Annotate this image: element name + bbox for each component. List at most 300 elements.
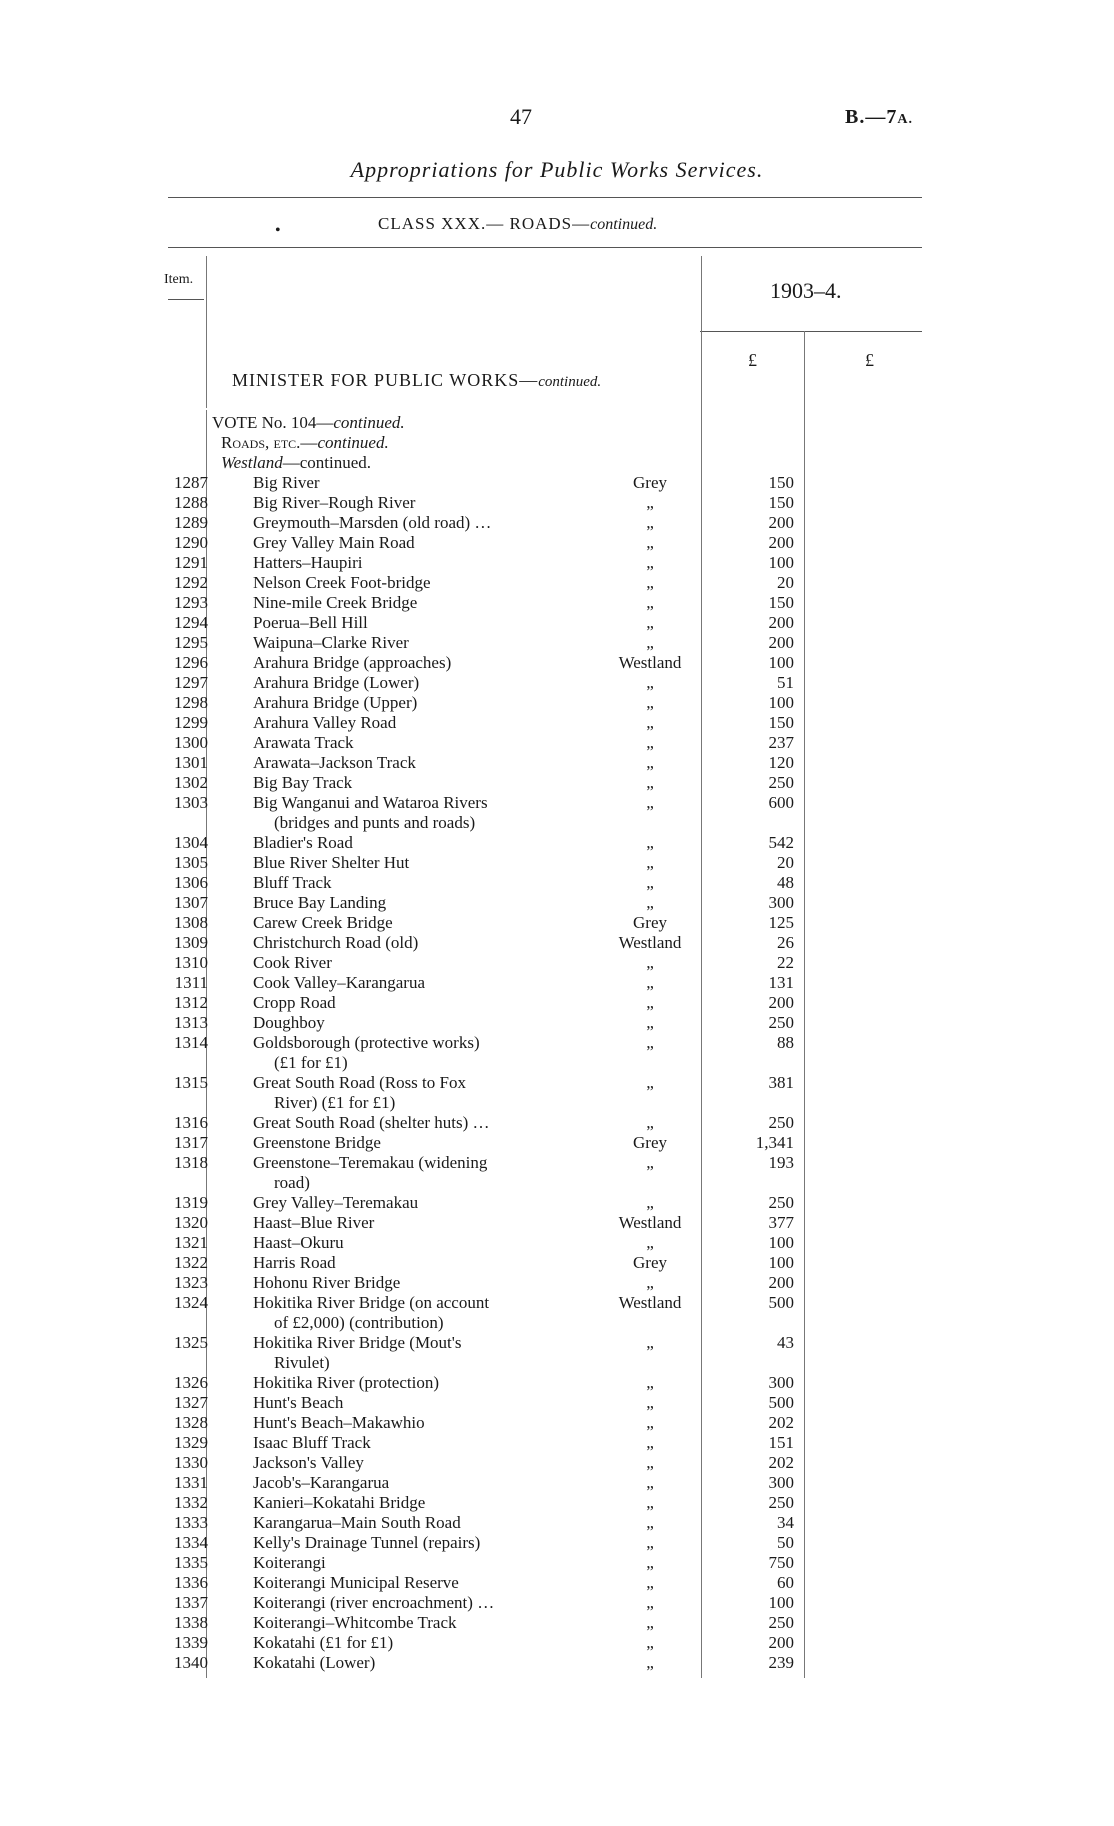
item-district: „	[646, 793, 654, 812]
item-amount: 100	[768, 1253, 794, 1272]
item-district: „	[646, 633, 654, 652]
item-name: Big River	[253, 473, 320, 492]
item-amount: 300	[768, 1373, 794, 1392]
item-district: „	[646, 1533, 654, 1552]
item-name: Doughboy	[253, 1013, 325, 1032]
item-row	[0, 713, 1114, 733]
item-district: „	[646, 1633, 654, 1652]
item-amount: 300	[768, 1473, 794, 1492]
item-row	[0, 933, 1114, 953]
vote-heading	[212, 413, 405, 433]
item-number: 1306	[174, 873, 208, 892]
item-district: Westland	[618, 1213, 682, 1232]
item-row	[0, 673, 1114, 693]
item-row	[0, 1653, 1114, 1673]
item-number: 1296	[174, 653, 208, 672]
page-title: Appropriations for Public Works Services.	[350, 157, 764, 182]
item-number: 1317	[174, 1133, 208, 1152]
item-amount: 150	[768, 713, 794, 732]
item-row	[0, 893, 1114, 913]
item-row	[0, 533, 1114, 553]
region-continued: —continued.	[282, 453, 372, 472]
item-amount: 377	[768, 1213, 794, 1232]
item-number: 1327	[174, 1393, 208, 1412]
item-row	[0, 1593, 1114, 1613]
item-amount: 250	[768, 1613, 794, 1632]
item-district: Grey	[633, 913, 667, 932]
item-district: „	[646, 1333, 654, 1352]
item-number: 1335	[174, 1553, 208, 1572]
item-row	[0, 993, 1114, 1013]
item-number: 1303	[174, 793, 208, 812]
item-amount: 500	[768, 1293, 794, 1312]
item-row	[0, 613, 1114, 633]
item-row	[0, 1473, 1114, 1493]
doc-ref-suffix: A.	[897, 112, 913, 127]
item-name-continued: (bridges and punts and roads)	[274, 813, 476, 832]
item-number: 1322	[174, 1253, 208, 1272]
item-name: Blue River Shelter Hut	[253, 853, 410, 872]
item-amount: 150	[768, 593, 794, 612]
item-name: Koiterangi–Whitcombe Track	[253, 1613, 457, 1632]
item-district: „	[646, 993, 654, 1012]
item-number: 1323	[174, 1273, 208, 1292]
item-amount: 750	[768, 1553, 794, 1572]
item-name: Greymouth–Marsden (old road) …	[253, 513, 492, 532]
item-number: 1316	[174, 1113, 208, 1132]
item-row	[0, 1513, 1114, 1533]
item-district: „	[646, 833, 654, 852]
item-name: Bruce Bay Landing	[253, 893, 387, 912]
item-row	[0, 513, 1114, 533]
item-number: 1308	[174, 913, 208, 932]
item-amount: 50	[777, 1533, 794, 1552]
item-name: Hohonu River Bridge	[253, 1273, 401, 1292]
item-name: Bluff Track	[253, 873, 332, 892]
item-amount: 381	[768, 1073, 794, 1092]
item-row	[0, 593, 1114, 613]
column-rule	[206, 256, 207, 408]
item-row	[0, 1373, 1114, 1393]
item-district: „	[646, 1493, 654, 1512]
item-row	[0, 873, 1114, 893]
item-number: 1290	[174, 533, 208, 552]
item-name: Harris Road	[253, 1253, 336, 1272]
page-number: 47	[510, 104, 532, 129]
vote-continued: continued.	[333, 413, 405, 432]
item-name-continued: River) (£1 for £1)	[274, 1093, 396, 1112]
item-row	[0, 853, 1114, 873]
class-heading-continued: continued.	[590, 216, 658, 233]
item-district: „	[646, 1473, 654, 1492]
item-row	[0, 1633, 1114, 1653]
item-name: Arawata–Jackson Track	[253, 753, 416, 772]
item-amount: 20	[777, 853, 794, 872]
item-district: „	[646, 713, 654, 732]
item-row	[0, 553, 1114, 573]
item-row	[0, 573, 1114, 593]
item-row	[0, 1193, 1114, 1213]
item-name: Nelson Creek Foot-bridge	[253, 573, 431, 592]
divider	[168, 247, 922, 248]
item-amount: 1,341	[755, 1133, 794, 1152]
item-number: 1328	[174, 1413, 208, 1432]
item-district: „	[646, 873, 654, 892]
minister-continued: continued.	[538, 374, 602, 390]
item-name: Isaac Bluff Track	[253, 1433, 371, 1452]
item-number: 1326	[174, 1373, 208, 1392]
item-number: 1287	[174, 473, 208, 492]
item-name: Kelly's Drainage Tunnel (repairs)	[253, 1533, 481, 1552]
item-row	[0, 953, 1114, 973]
item-row	[0, 493, 1114, 513]
item-amount: 100	[768, 1233, 794, 1252]
item-district: „	[646, 1073, 654, 1092]
item-number: 1340	[174, 1653, 208, 1672]
item-name: Kokatahi (Lower)	[253, 1653, 376, 1672]
item-district: „	[646, 1453, 654, 1472]
item-number: 1295	[174, 633, 208, 652]
item-name: Great South Road (shelter huts) …	[253, 1113, 490, 1132]
item-row	[0, 1033, 1114, 1072]
item-number: 1336	[174, 1573, 208, 1592]
item-district: „	[646, 573, 654, 592]
item-district: „	[646, 853, 654, 872]
item-number: 1319	[174, 1193, 208, 1212]
item-district: „	[646, 1193, 654, 1212]
item-district: „	[646, 673, 654, 692]
item-row	[0, 1073, 1114, 1112]
item-row	[0, 1013, 1114, 1033]
item-name-continued: (£1 for £1)	[274, 1053, 348, 1072]
item-amount: 542	[768, 833, 794, 852]
item-number: 1302	[174, 773, 208, 792]
pound-column-header: £	[865, 350, 874, 370]
item-amount: 100	[768, 653, 794, 672]
item-row	[0, 653, 1114, 673]
item-row	[0, 793, 1114, 832]
item-number: 1324	[174, 1293, 208, 1312]
item-number: 1292	[174, 573, 208, 592]
item-district: Westland	[618, 653, 682, 672]
item-amount: 250	[768, 1013, 794, 1032]
item-number: 1338	[174, 1613, 208, 1632]
item-row	[0, 693, 1114, 713]
item-amount: 202	[768, 1413, 794, 1432]
item-number: 1318	[174, 1153, 208, 1172]
item-number: 1289	[174, 513, 208, 532]
item-name: Waipuna–Clarke River	[253, 633, 409, 652]
item-row	[0, 773, 1114, 793]
item-amount: 100	[768, 693, 794, 712]
item-name: Grey Valley–Teremakau	[253, 1193, 419, 1212]
item-district: „	[646, 1113, 654, 1132]
item-name: Arahura Bridge (approaches)	[253, 653, 452, 672]
item-district: „	[646, 1573, 654, 1592]
item-row	[0, 1613, 1114, 1633]
item-name: Big River–Rough River	[253, 493, 416, 512]
item-number: 1298	[174, 693, 208, 712]
item-district: „	[646, 773, 654, 792]
item-number: 1288	[174, 493, 208, 512]
item-amount: 151	[768, 1433, 794, 1452]
class-heading	[378, 214, 657, 234]
item-row	[0, 633, 1114, 653]
item-number: 1291	[174, 553, 208, 572]
item-number: 1321	[174, 1233, 208, 1252]
item-amount: 200	[768, 993, 794, 1012]
item-amount: 500	[768, 1393, 794, 1412]
item-row	[0, 1433, 1114, 1453]
item-row	[0, 1533, 1114, 1553]
divider	[168, 197, 922, 198]
item-district: „	[646, 973, 654, 992]
item-number: 1293	[174, 593, 208, 612]
pound-column-header: £	[748, 350, 757, 370]
item-row	[0, 1573, 1114, 1593]
item-amount: 200	[768, 533, 794, 552]
item-name-continued: road)	[274, 1173, 310, 1192]
roads-continued: continued.	[317, 433, 389, 452]
item-name: Cropp Road	[253, 993, 336, 1012]
item-amount: 22	[777, 953, 794, 972]
item-district: „	[646, 1413, 654, 1432]
item-name: Karangarua–Main South Road	[253, 1513, 461, 1532]
item-number: 1314	[174, 1033, 208, 1052]
item-name-continued: of £2,000) (contribution)	[274, 1313, 444, 1332]
item-district: „	[646, 953, 654, 972]
item-district: „	[646, 1233, 654, 1252]
item-district: Grey	[633, 1133, 667, 1152]
roads-heading	[221, 433, 389, 453]
region-label: Westland	[221, 453, 283, 472]
item-name: Koiterangi	[253, 1553, 326, 1572]
item-number: 1294	[174, 613, 208, 632]
item-name: Haast–Okuru	[253, 1233, 344, 1252]
item-amount: 200	[768, 1633, 794, 1652]
item-district: „	[646, 1393, 654, 1412]
item-amount: 20	[777, 573, 794, 592]
item-name: Jacob's–Karangarua	[253, 1473, 390, 1492]
item-district: „	[646, 553, 654, 572]
item-number: 1301	[174, 753, 208, 772]
item-name: Bladier's Road	[253, 833, 353, 852]
item-column-header: Item.	[164, 272, 194, 287]
item-number: 1304	[174, 833, 208, 852]
item-amount: 34	[777, 1513, 794, 1532]
year-underline	[700, 331, 922, 332]
item-amount: 200	[768, 513, 794, 532]
item-amount: 60	[777, 1573, 794, 1592]
item-name: Carew Creek Bridge	[253, 913, 393, 932]
item-number: 1339	[174, 1633, 208, 1652]
item-name: Arawata Track	[253, 733, 354, 752]
item-district: „	[646, 1153, 654, 1172]
document-reference	[845, 106, 913, 129]
item-name: Hunt's Beach	[253, 1393, 344, 1412]
item-number: 1311	[174, 973, 208, 992]
item-amount: 202	[768, 1453, 794, 1472]
item-row	[0, 733, 1114, 753]
item-district: „	[646, 1613, 654, 1632]
item-number: 1312	[174, 993, 208, 1012]
item-amount: 250	[768, 1493, 794, 1512]
item-amount: 250	[768, 1113, 794, 1132]
item-district: „	[646, 1013, 654, 1032]
item-name: Hokitika River (protection)	[253, 1373, 440, 1392]
item-number: 1299	[174, 713, 208, 732]
item-amount: 88	[777, 1033, 794, 1052]
item-district: „	[646, 513, 654, 532]
item-row	[0, 1213, 1114, 1233]
item-row	[0, 1253, 1114, 1273]
item-header-underline	[168, 299, 204, 300]
item-district: Grey	[633, 473, 667, 492]
item-amount: 193	[768, 1153, 794, 1172]
item-number: 1297	[174, 673, 208, 692]
item-district: „	[646, 1373, 654, 1392]
item-amount: 250	[768, 1193, 794, 1212]
region-heading	[221, 453, 371, 473]
item-amount: 200	[768, 613, 794, 632]
item-amount: 239	[768, 1653, 794, 1672]
minister-text: MINISTER FOR PUBLIC WORKS—	[232, 370, 539, 390]
item-row	[0, 753, 1114, 773]
item-name: Koiterangi Municipal Reserve	[253, 1573, 459, 1592]
item-amount: 200	[768, 633, 794, 652]
item-amount: 150	[768, 473, 794, 492]
item-name: Greenstone Bridge	[253, 1133, 381, 1152]
item-number: 1300	[174, 733, 208, 752]
item-name: Haast–Blue River	[253, 1213, 375, 1232]
item-district: „	[646, 493, 654, 512]
item-name: Cook River	[253, 953, 332, 972]
doc-ref-main: B.—7	[845, 106, 898, 128]
item-name: Christchurch Road (old)	[253, 933, 419, 952]
vote-label: VOTE No. 104—	[212, 413, 334, 432]
item-number: 1313	[174, 1013, 208, 1032]
item-name: Grey Valley Main Road	[253, 533, 415, 552]
item-district: „	[646, 1513, 654, 1532]
item-district: „	[646, 1593, 654, 1612]
item-number: 1305	[174, 853, 208, 872]
item-name: Greenstone–Teremakau (widening	[253, 1153, 488, 1172]
item-amount: 51	[777, 673, 794, 692]
item-name: Hunt's Beach–Makawhio	[253, 1413, 425, 1432]
item-name-continued: Rivulet)	[274, 1353, 330, 1372]
item-name: Kanieri–Kokatahi Bridge	[253, 1493, 426, 1512]
item-amount: 237	[768, 733, 794, 752]
item-name: Cook Valley–Karangarua	[253, 973, 425, 992]
item-amount: 150	[768, 493, 794, 512]
item-row	[0, 1493, 1114, 1513]
item-row	[0, 1133, 1114, 1153]
item-district: „	[646, 533, 654, 552]
item-row	[0, 1333, 1114, 1372]
item-district: „	[646, 893, 654, 912]
item-row	[0, 1393, 1114, 1413]
item-name: Nine-mile Creek Bridge	[253, 593, 418, 612]
item-row	[0, 913, 1114, 933]
item-number: 1334	[174, 1533, 208, 1552]
item-row	[0, 1153, 1114, 1192]
item-name: Great South Road (Ross to Fox	[253, 1073, 466, 1092]
item-district: Westland	[618, 933, 682, 952]
item-amount: 200	[768, 1273, 794, 1292]
item-district: „	[646, 593, 654, 612]
minister-heading	[232, 370, 601, 391]
item-name: Big Wanganui and Wataroa Rivers	[253, 793, 488, 812]
year-header: 1903–4.	[770, 278, 842, 303]
item-row	[0, 473, 1114, 493]
item-district: „	[646, 693, 654, 712]
item-amount: 300	[768, 893, 794, 912]
item-number: 1333	[174, 1513, 208, 1532]
class-heading-text: CLASS XXX.— ROADS—	[378, 214, 591, 233]
item-amount: 131	[768, 973, 794, 992]
item-row	[0, 1413, 1114, 1433]
item-row	[0, 1453, 1114, 1473]
item-row	[0, 833, 1114, 853]
item-name: Arahura Bridge (Upper)	[253, 693, 418, 712]
item-number: 1309	[174, 933, 208, 952]
item-name: Goldsborough (protective works)	[253, 1033, 480, 1052]
item-amount: 120	[768, 753, 794, 772]
item-district: „	[646, 1553, 654, 1572]
item-district: „	[646, 613, 654, 632]
item-row	[0, 1233, 1114, 1253]
item-name: Arahura Valley Road	[253, 713, 397, 732]
item-name: Jackson's Valley	[253, 1453, 364, 1472]
item-number: 1310	[174, 953, 208, 972]
item-amount: 26	[777, 933, 794, 952]
item-amount: 43	[777, 1333, 794, 1352]
item-amount: 100	[768, 1593, 794, 1612]
item-name: Big Bay Track	[253, 773, 353, 792]
item-district: Westland	[618, 1293, 682, 1312]
bullet-mark: •	[275, 222, 281, 239]
item-number: 1329	[174, 1433, 208, 1452]
item-row	[0, 1293, 1114, 1332]
item-amount: 250	[768, 773, 794, 792]
item-district: „	[646, 753, 654, 772]
item-name: Koiterangi (river encroachment) …	[253, 1593, 495, 1612]
item-number: 1315	[174, 1073, 208, 1092]
item-number: 1331	[174, 1473, 208, 1492]
item-name: Arahura Bridge (Lower)	[253, 673, 420, 692]
item-name: Poerua–Bell Hill	[253, 613, 368, 632]
item-row	[0, 973, 1114, 993]
item-number: 1332	[174, 1493, 208, 1512]
item-number: 1337	[174, 1593, 208, 1612]
item-district: „	[646, 733, 654, 752]
item-district: „	[646, 1033, 654, 1052]
item-name: Hatters–Haupiri	[253, 553, 363, 572]
item-number: 1320	[174, 1213, 208, 1232]
item-district: Grey	[633, 1253, 667, 1272]
item-amount: 125	[768, 913, 794, 932]
item-district: „	[646, 1433, 654, 1452]
item-amount: 100	[768, 553, 794, 572]
item-district: „	[646, 1653, 654, 1672]
roads-label: Roads, etc.—	[221, 433, 318, 452]
item-amount: 48	[777, 873, 794, 892]
item-district: „	[646, 1273, 654, 1292]
item-amount: 600	[768, 793, 794, 812]
item-number: 1325	[174, 1333, 208, 1352]
item-name: Kokatahi (£1 for £1)	[253, 1633, 394, 1652]
item-row	[0, 1113, 1114, 1133]
